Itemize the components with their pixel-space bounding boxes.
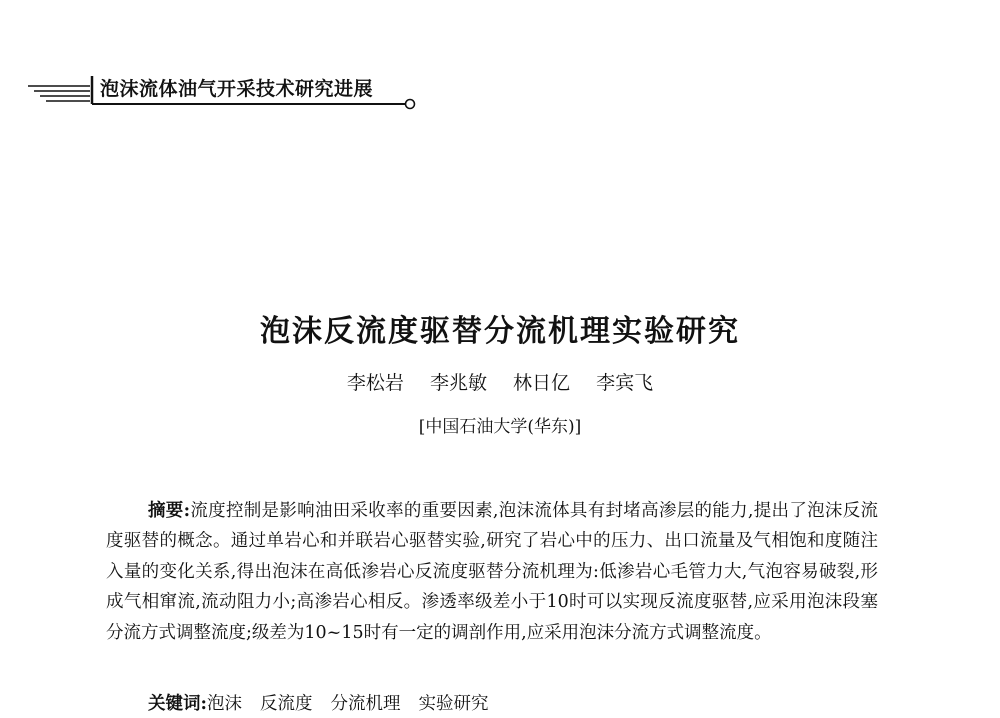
author: 李松岩: [346, 372, 404, 394]
series-label: 泡沫流体油气开采技术研究进展: [100, 78, 374, 100]
abstract-text: 流度控制是影响油田采收率的重要因素,泡沫流体具有封堵高渗层的能力,提出了泡沫反流度驱替的概念。通过单岩心和并联岩心驱替实验,研究了岩心中的压力、出口流量及气相饱和度随注入量的变化关系,得出泡沫在高低渗岩心反流度驱替分流机理为:低渗岩心毛管力大,气泡容易破裂,形成气相窜流,流动阻力小;高渗岩心相反。渗透率级差小于10时可以实现反流度驱替,应采用泡沫段塞分流方式调整流度;级差为10~15时有一定的调剖作用,应采用泡沫分流方式调整流度。: [106, 501, 879, 643]
keyword: 实验研究: [418, 694, 489, 714]
keywords-label: 关键词:: [148, 694, 207, 714]
keyword: 泡沫: [206, 694, 242, 714]
author: 林日亿: [513, 372, 571, 394]
abstract: [106, 496, 878, 648]
header-rule-ornament: [0, 0, 460, 130]
journal-header: [0, 0, 1000, 130]
paper-title: 泡沫反流度驱替分流机理实验研究: [260, 314, 740, 349]
affiliation: [中国石油大学(华东)]: [418, 417, 582, 437]
abstract-label: 摘要:: [148, 501, 191, 521]
author: 李兆敏: [429, 372, 487, 394]
keywords: [148, 690, 506, 715]
keyword: 反流度: [259, 694, 313, 714]
author: 李宾飞: [596, 372, 654, 394]
author-list: [0, 368, 1000, 395]
keyword: 分流机理: [330, 694, 401, 714]
